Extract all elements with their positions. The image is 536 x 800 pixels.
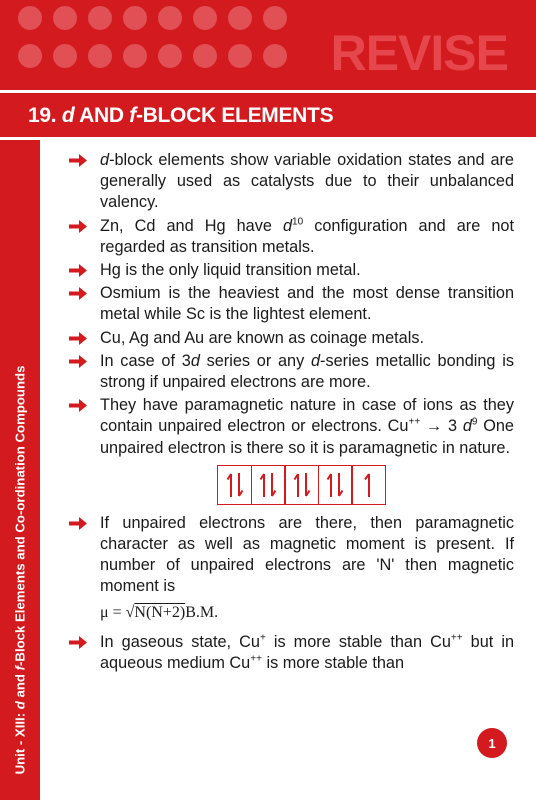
dot (158, 6, 182, 30)
dot (228, 6, 252, 30)
item-text: Hg is the only liquid transition metal. (100, 261, 361, 280)
dot (88, 44, 112, 68)
dot (158, 44, 182, 68)
magnetic-moment-formula: μ = √N(N+2)B.M. (100, 603, 219, 621)
item-text: Zn, Cd and Hg have $d^{10}$ configuration and are not regarded as transition metals. (100, 216, 514, 256)
arrow-right-icon (68, 286, 88, 301)
list-item (68, 513, 514, 598)
unit-label: Unit - XIII: d and f-Block Elements and Co-ordination Compounds (12, 365, 28, 775)
list-item (68, 150, 514, 214)
list-item (68, 351, 514, 393)
orbital-box (351, 465, 386, 505)
item-text: Osmium is the heaviest and the most dense transition metal while Sc is the lightest element. (100, 284, 514, 324)
arrow-right-icon (68, 354, 88, 369)
arrow-right-icon (68, 263, 88, 278)
orbital-diagram (68, 465, 514, 505)
item-text: Cu, Ag and Au are known as coinage metals. (100, 328, 425, 347)
list-item (68, 632, 514, 674)
arrow-right-icon (68, 398, 88, 413)
unit-sidebar (0, 140, 40, 800)
dot (193, 44, 217, 68)
dot (263, 44, 287, 68)
dot (18, 6, 42, 30)
arrow-right-icon (68, 153, 88, 168)
dot (123, 44, 147, 68)
list-item (68, 216, 514, 258)
arrow-right-icon (68, 516, 88, 531)
dot (263, 6, 287, 30)
item-text: d-block elements show variable oxidation states and are generally used as catalysts due to their unbalanced valency. (100, 151, 514, 212)
content (68, 150, 514, 676)
page-number: 1 (477, 728, 507, 758)
list-item (68, 283, 514, 325)
header-banner (0, 0, 536, 90)
dot (18, 44, 42, 68)
formula-unit: B.M. (185, 603, 219, 621)
dot (53, 6, 77, 30)
dot (53, 44, 77, 68)
item-text: In case of 3d series or any d-series metallic bonding is strong if unpaired electrons are more. (100, 351, 514, 392)
orbital-box (251, 465, 286, 505)
chapter-title: 19. d AND f-BLOCK ELEMENTS (28, 104, 334, 127)
revise-wordmark: REVISE (330, 25, 508, 81)
dot (228, 44, 252, 68)
dot (123, 6, 147, 30)
item-text: If unpaired electrons are there, then paramagnetic character as well as magnetic moment is present. If number of unpaired electrons are 'N' then magnetic moment is (100, 513, 514, 596)
list-item (68, 395, 514, 459)
item-text: In gaseous state, Cu+ is more stable than Cu++ but in aqueous medium Cu++ is more stable than (100, 632, 514, 672)
orbital-box (318, 465, 353, 505)
dot (88, 6, 112, 30)
dot (193, 6, 217, 30)
orbital-box (284, 465, 319, 505)
arrow-right-icon (68, 219, 88, 234)
arrow-right-icon (68, 331, 88, 346)
arrow-right-icon (68, 635, 88, 650)
radicand: N(N+2) (134, 603, 186, 621)
item-text: They have paramagnetic nature in case of ions as they contain unpaired electron or electrons. Cu++ → 3 $d^9$ One unpaired electron is there so it is paramagnetic in nature. (100, 396, 514, 457)
list-item (68, 328, 514, 349)
orbital-box (217, 465, 252, 505)
list-item (68, 260, 514, 281)
